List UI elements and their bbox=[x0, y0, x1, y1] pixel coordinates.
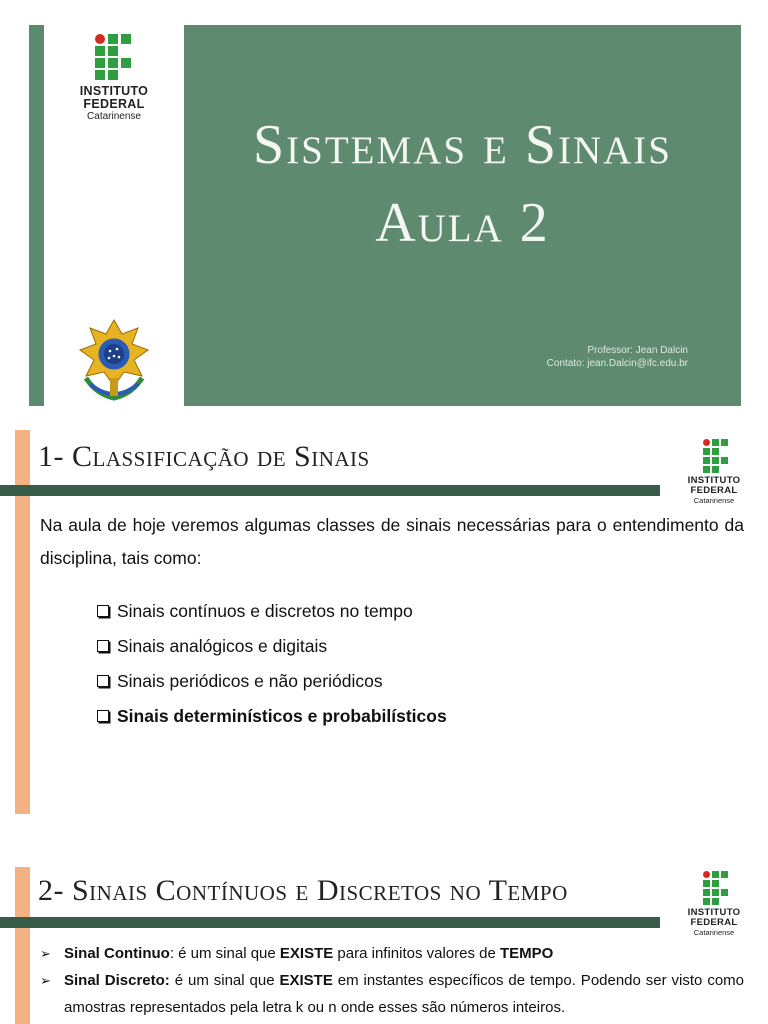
slide1-title: Sistemas e Sinais bbox=[253, 114, 672, 176]
keyword: EXISTE bbox=[279, 972, 333, 989]
slide3-accent-stripe bbox=[15, 867, 30, 1024]
slide2-intro-paragraph: Na aula de hoje veremos algumas classes de sinais necessárias para o entendimento da disciplina, tais como: bbox=[40, 515, 744, 568]
slide1-subtitle: Aula 2 bbox=[375, 192, 550, 254]
definition-text: é um sinal que bbox=[169, 972, 280, 989]
list-item bbox=[40, 967, 744, 1021]
slide3-title-rule bbox=[0, 917, 660, 928]
list-item bbox=[40, 940, 744, 967]
arrow-bullet-icon: ➢ bbox=[40, 946, 51, 961]
list-item-label: Sinais analógicos e digitais bbox=[117, 636, 328, 656]
list-item-label: Sinais periódicos e não periódicos bbox=[117, 671, 383, 691]
slide2-title: 1- Classificação de Sinais bbox=[38, 440, 370, 473]
checkbox-icon bbox=[97, 710, 109, 722]
definition-text: para infinitos valores de bbox=[333, 945, 501, 962]
list-item-label: Sinais determinísticos e probabilísticos bbox=[117, 706, 447, 726]
professor-name: Professor: Jean Dalcin bbox=[587, 345, 688, 356]
signal-classes-list bbox=[97, 601, 447, 741]
logo-text-instituto: INSTITUTO bbox=[687, 475, 741, 486]
keyword: TEMPO bbox=[500, 945, 554, 962]
logo-text-instituto: INSTITUTO bbox=[79, 84, 149, 98]
arrow-bullet-icon: ➢ bbox=[40, 973, 51, 988]
logo-text-catarinense: Catarinense bbox=[693, 496, 735, 505]
if-logo bbox=[72, 33, 156, 122]
professor-info bbox=[547, 344, 688, 370]
logo-text-catarinense: Catarinense bbox=[693, 928, 735, 937]
slide2-title-rule bbox=[0, 485, 660, 496]
definition-text: : é um sinal que bbox=[169, 945, 280, 962]
slide3-title: 2- Sinais Contínuos e Discretos no Tempo bbox=[38, 874, 568, 907]
logo-text-federal: FEDERAL bbox=[690, 917, 738, 928]
if-logo bbox=[684, 439, 744, 505]
title-slide-panel bbox=[184, 25, 741, 406]
list-item-label: Sinais contínuos e discretos no tempo bbox=[117, 601, 413, 621]
list-item bbox=[97, 636, 447, 671]
coat-of-arms-icon bbox=[76, 318, 152, 404]
logo-text-catarinense: Catarinense bbox=[87, 111, 141, 122]
slide1-left-bar bbox=[29, 25, 44, 406]
list-item bbox=[97, 671, 447, 706]
logo-text-instituto: INSTITUTO bbox=[687, 907, 741, 918]
list-item bbox=[97, 706, 447, 741]
checkbox-icon bbox=[97, 640, 109, 652]
term-discrete: Sinal Discreto: bbox=[64, 972, 170, 989]
professor-contact: Contato: jean.Dalcin@ifc.edu.br bbox=[546, 358, 688, 369]
logo-text-federal: FEDERAL bbox=[690, 485, 738, 496]
signal-definitions-list bbox=[40, 940, 744, 1021]
definition-text: em instantes específicos de tempo. Podendo ser visto como amostras representados pela letra k ou n onde esses são números inteiros. bbox=[64, 972, 744, 1016]
checkbox-icon bbox=[97, 605, 109, 617]
list-item bbox=[97, 601, 447, 636]
if-logo bbox=[684, 871, 744, 937]
logo-text-federal: FEDERAL bbox=[83, 97, 145, 111]
keyword: EXISTE bbox=[279, 945, 334, 962]
term-continuous: Sinal Continuo bbox=[64, 945, 170, 962]
checkbox-icon bbox=[97, 675, 109, 687]
